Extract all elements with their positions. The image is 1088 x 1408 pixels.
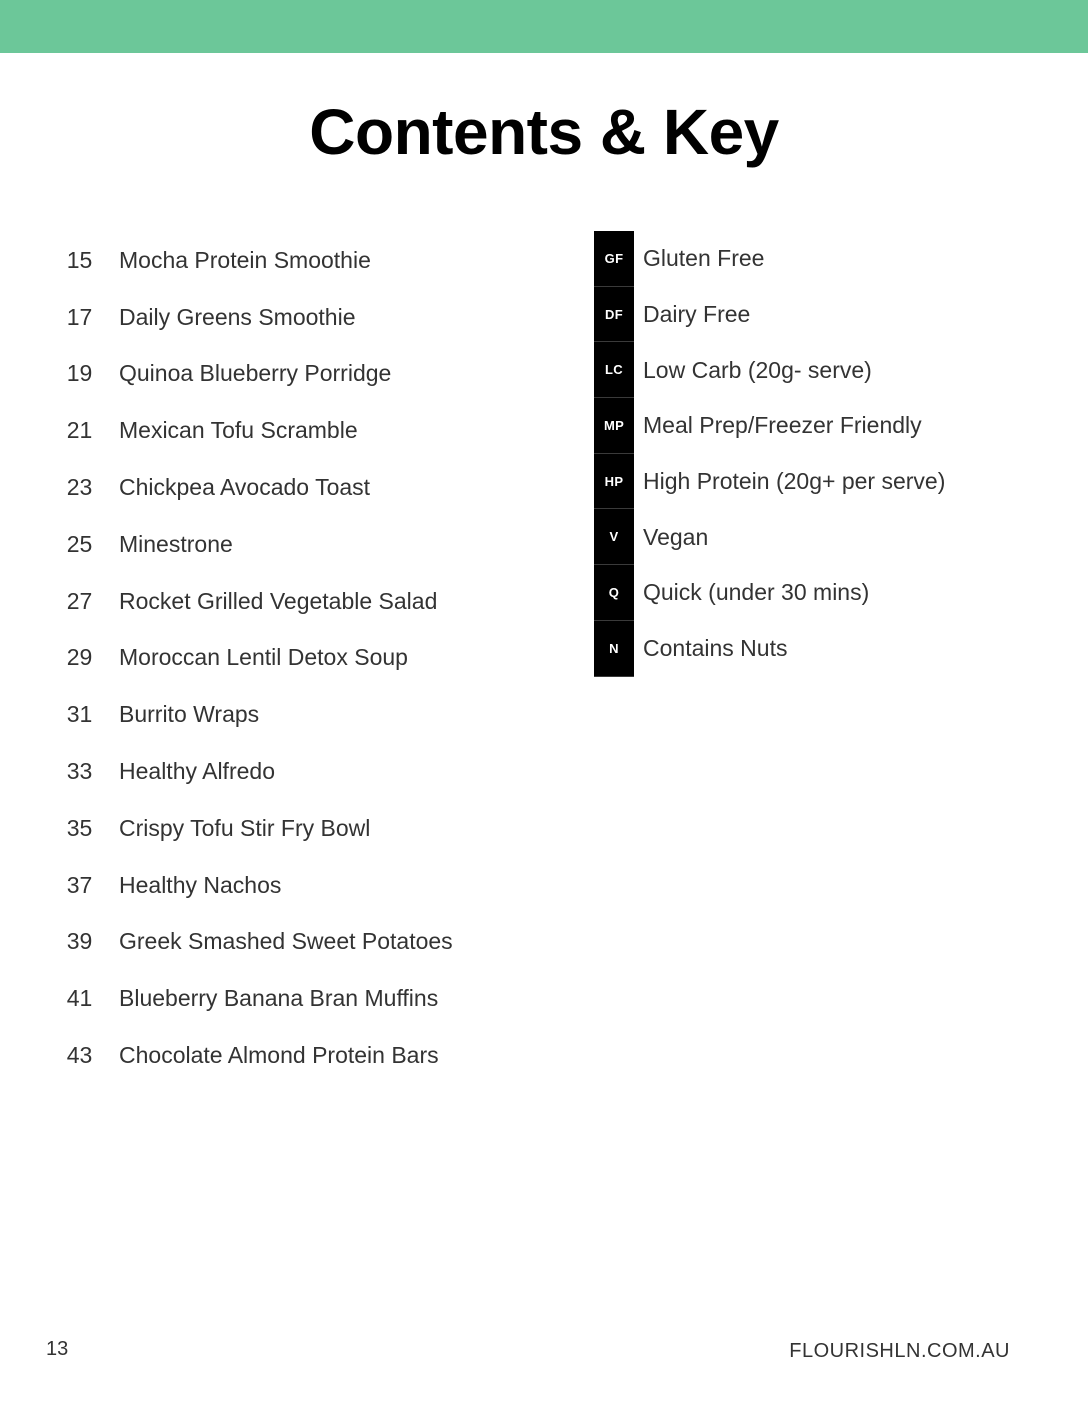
key-label: Contains Nuts [643, 635, 788, 662]
contents-page-number: 25 [66, 530, 93, 557]
top-accent-bar [0, 0, 1088, 53]
key-item [594, 342, 1014, 398]
contents-item[interactable] [40, 800, 520, 857]
contents-page-number: 15 [66, 246, 93, 273]
key-label: Gluten Free [643, 245, 765, 272]
page-title: Contents & Key [309, 96, 779, 168]
contents-item[interactable] [40, 232, 520, 289]
contents-page-number: 41 [66, 985, 93, 1012]
recipe-name: Daily Greens Smoothie [119, 303, 356, 330]
contents-item[interactable] [40, 743, 520, 800]
key-item [594, 398, 1014, 454]
recipe-name: Mexican Tofu Scramble [119, 417, 358, 444]
contents-item[interactable] [40, 630, 520, 687]
key-label: Meal Prep/Freezer Friendly [643, 412, 922, 439]
contents-page-number: 33 [66, 758, 93, 785]
contents-page-number: 19 [66, 360, 93, 387]
contents-item[interactable] [40, 914, 520, 971]
contents-item[interactable] [40, 346, 520, 403]
key-badge: HP [594, 454, 634, 510]
contents-page-number: 23 [66, 474, 93, 501]
recipe-name: Mocha Protein Smoothie [119, 246, 371, 273]
key-item [594, 231, 1014, 287]
recipe-name: Moroccan Lentil Detox Soup [119, 644, 408, 671]
key-item [594, 621, 1014, 677]
recipe-name: Quinoa Blueberry Porridge [119, 360, 392, 387]
contents-page-number: 39 [66, 928, 93, 955]
contents-item[interactable] [40, 573, 520, 630]
dietary-key [594, 231, 1014, 677]
key-item [594, 454, 1014, 510]
key-label: Quick (under 30 mins) [643, 579, 870, 606]
contents-item[interactable] [40, 1027, 520, 1084]
contents-page-number: 43 [66, 1042, 93, 1069]
recipe-name: Blueberry Banana Bran Muffins [119, 985, 439, 1012]
contents-item[interactable] [40, 459, 520, 516]
contents-item[interactable] [40, 289, 520, 346]
contents-item[interactable] [40, 516, 520, 573]
key-label: Dairy Free [643, 301, 751, 328]
recipe-name: Crispy Tofu Stir Fry Bowl [119, 814, 371, 841]
recipe-name: Healthy Alfredo [119, 758, 275, 785]
key-label: Low Carb (20g- serve) [643, 356, 872, 383]
contents-page-number: 27 [66, 587, 93, 614]
recipe-name: Healthy Nachos [119, 871, 282, 898]
recipe-name: Chocolate Almond Protein Bars [119, 1042, 439, 1069]
key-badge: LC [594, 342, 634, 398]
key-badge: Q [594, 565, 634, 621]
recipe-name: Greek Smashed Sweet Potatoes [119, 928, 453, 955]
footer-website[interactable]: FLOURISHLN.COM.AU [789, 1340, 1010, 1362]
footer-page-number: 13 [46, 1338, 69, 1360]
contents-list [40, 232, 520, 1084]
key-badge: DF [594, 287, 634, 343]
key-badge: N [594, 621, 634, 677]
recipe-name: Chickpea Avocado Toast [119, 474, 371, 501]
recipe-name: Rocket Grilled Vegetable Salad [119, 587, 438, 614]
contents-page-number: 31 [66, 701, 93, 728]
key-item [594, 565, 1014, 621]
key-badge: V [594, 509, 634, 565]
contents-item[interactable] [40, 686, 520, 743]
contents-page-number: 29 [66, 644, 93, 671]
contents-page-number: 35 [66, 814, 93, 841]
contents-item[interactable] [40, 402, 520, 459]
contents-page-number: 37 [66, 871, 93, 898]
contents-item[interactable] [40, 857, 520, 914]
recipe-name: Minestrone [119, 530, 233, 557]
key-item [594, 287, 1014, 343]
key-item [594, 509, 1014, 565]
key-badge: GF [594, 231, 634, 287]
contents-page-number: 17 [66, 303, 93, 330]
key-badge: MP [594, 398, 634, 454]
key-label: High Protein (20g+ per serve) [643, 468, 946, 495]
key-label: Vegan [643, 523, 709, 550]
contents-item[interactable] [40, 970, 520, 1027]
contents-page-number: 21 [66, 417, 93, 444]
recipe-name: Burrito Wraps [119, 701, 260, 728]
